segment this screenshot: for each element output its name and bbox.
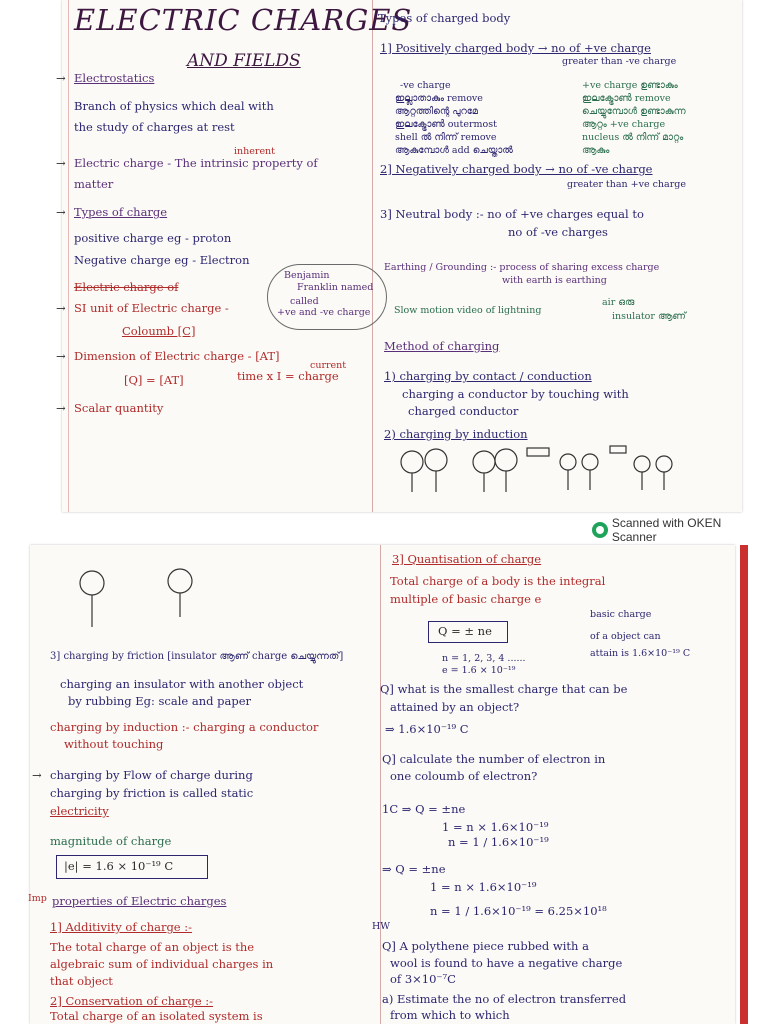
types-of-charge-heading: Types of charge [74,205,168,219]
answer-1: ⇒ 1.6×10⁻¹⁹ C [385,722,469,736]
ml-right-3: ആറ്റം +ve charge [582,119,666,130]
question-3-line1: Q] A polythene piece rubbed with a [382,939,589,953]
ml-left-3: ഇലക്ട്രോൺ outermost [395,119,497,130]
slow-motion-note: Slow motion video of lightning [394,305,542,316]
cloud-text-2: Franklin named [297,282,374,293]
si-unit-line: SI unit of Electric charge - [74,301,229,315]
ml-right-1: ഇലക്ട്രോൺ remove [582,93,671,104]
scanner-watermark [592,516,768,544]
question-2-line1: Q] calculate the number of electron in [382,752,606,766]
calc-2: 1 = n × 1.6×10⁻¹⁹ [442,820,549,834]
air-insulator-1: air ഒരു [602,297,635,308]
electrostatics-def-line2: the study of charges at rest [74,120,235,134]
ml-right-2: ചെയ്യുമ്പോൾ ഉണ്ടാകുന്ന [582,106,686,117]
notebook-page-2 [30,545,735,1024]
earthing-line1: Earthing / Grounding :- process of sharing excess charge [384,262,660,273]
positive-charge-line: positive charge eg - proton [74,231,232,245]
pos-charge-label: +ve charge ഉണ്ടാകും [582,80,678,91]
inherent-note: inherent [234,146,275,157]
properties-heading: properties of Electric charges [52,894,227,908]
air-insulator-2: insulator ആണ് [612,311,686,322]
friction-line3: by rubbing Eg: scale and paper [68,694,252,708]
magnitude-formula: |e| = 1.6 × 10⁻¹⁹ C [64,859,174,873]
neutral-body-line1: 3] Neutral body :- no of +ve charges equal to [380,207,644,221]
calc-6: n = 1 / 1.6×10⁻¹⁹ = 6.25×10¹⁸ [430,904,607,918]
page-title: ELECTRIC CHARGES [74,3,413,37]
types-charged-body-heading: Types of charged body [378,11,511,25]
scanner-text: Scanned with OKEN Scanner [611,516,722,544]
dimension-line: Dimension of Electric charge - [AT] [74,349,280,363]
conservation-line2: Total charge of an isolated system is [50,1009,263,1023]
quantisation-line2: Total charge of a body is the integral [390,574,606,588]
cloud-text-1: Benjamin [284,270,330,281]
ml-left-5: ആകുമ്പോൾ add ചെയ്താൽ [395,145,513,156]
calc-5: 1 = n × 1.6×10⁻¹⁹ [430,880,537,894]
column-divider [380,545,381,1024]
conservation-heading: 2] Conservation of charge :- [50,994,214,1008]
quantisation-heading: 3] Quantisation of charge [392,552,542,566]
ml-right-5: ആകും [582,145,610,156]
arrow-icon: → [56,156,66,170]
arrow-icon: → [56,71,66,85]
coulomb-unit: Coloumb [C] [122,324,196,338]
neg-charge-label: -ve charge [400,80,451,91]
conduction-heading: 1) charging by contact / conduction [384,369,592,383]
arrow-icon: → [56,349,66,363]
arrow-icon: → [56,205,66,219]
page-edge-strip [740,545,748,1024]
homework-mark: HW [372,921,391,932]
induction-def-line2: without touching [64,737,164,751]
friction-line2: charging an insulator with another object [60,677,304,691]
positively-charged-line2: greater than -ve charge [562,56,677,67]
basic-charge-3: attain is 1.6×10⁻¹⁹ C [590,648,691,659]
earthing-line2: with earth is earthing [502,275,607,286]
q-at-formula: [Q] = [AT] [124,373,184,387]
oken-scanner-logo-icon [592,522,608,538]
n-values: n = 1, 2, 3, 4 ...... [442,653,526,664]
ml-right-4: nucleus ൽ നിന്ന് മാറ്റം [582,132,684,143]
conduction-line2: charging a conductor by touching with [402,387,629,401]
ml-left-1: ഇല്ലാതാകും remove [395,93,483,104]
ml-left-4: shell ൽ നിന്ന് remove [395,132,497,143]
negative-charge-line: Negative charge eg - Electron [74,253,250,267]
neutral-body-line2: no of -ve charges [508,225,608,239]
arrow-icon: → [56,401,66,415]
ml-left-2: ആറ്റത്തിന്റെ പുറമേ [395,106,478,117]
electrostatics-heading: Electrostatics [74,71,155,85]
negatively-charged-line2: greater than +ve charge [567,179,686,190]
additivity-line3: algebraic sum of individual charges in [50,957,274,971]
arrow-icon: → [32,768,42,782]
electric-charge-def-line1: Electric charge - The intrinsic property of [74,156,318,170]
additivity-line4: that object [50,974,113,988]
additivity-heading: 1] Additivity of charge :- [50,920,193,934]
question-1-line1: Q] what is the smallest charge that can be [380,682,628,696]
calc-4: ⇒ Q = ±ne [382,862,446,876]
conduction-line3: charged conductor [408,404,519,418]
electric-charge-def-line2: matter [74,177,114,191]
static-line2: charging by friction is called static [50,786,254,800]
quantisation-line3: multiple of basic charge e [390,592,542,606]
question-2-line2: one coloumb of electron? [390,769,538,783]
electroscope-sketch [70,565,210,635]
cloud-text-4: +ve and -ve charge [277,307,371,318]
static-line3: electricity [50,804,109,818]
calc-1: 1C ⇒ Q = ±ne [382,802,466,816]
calc-3: n = 1 / 1.6×10⁻¹⁹ [448,835,549,849]
arrow-icon: → [56,301,66,315]
question-3-line3: of 3×10⁻⁷C [390,972,456,986]
method-of-charging-heading: Method of charging [384,339,500,353]
basic-charge-2: of a object can [590,631,661,642]
current-note: current [310,360,347,371]
page-subtitle: AND FIELDS [187,51,301,71]
struck-text: Electric charge of [74,280,179,294]
question-1-line2: attained by an object? [390,700,520,714]
additivity-line2: The total charge of an object is the [50,940,255,954]
q-ne-formula: Q = ± ne [438,624,492,638]
induction-diagram [392,440,732,500]
negatively-charged-line1: 2] Negatively charged body → no of -ve charge [380,162,653,176]
friction-heading: 3] charging by friction [insulator ആണ് charge ചെയ്യുന്നത്] [50,651,344,662]
electrostatics-def-line1: Branch of physics which deal with [74,99,274,113]
margin-line [68,0,69,512]
scalar-quantity: Scalar quantity [74,401,164,415]
imp-mark: Imp [28,893,47,904]
e-value: e = 1.6 × 10⁻¹⁹ [442,665,516,676]
positively-charged-line1: 1] Positively charged body → no of +ve charge [380,41,651,55]
notebook-page-1 [56,0,742,512]
question-3a-line2: from which to which [390,1008,510,1022]
column-divider [372,0,373,512]
induction-def-line1: charging by induction :- charging a conductor [50,720,319,734]
cloud-text-3: called [290,296,319,307]
magnitude-heading: magnitude of charge [50,834,172,848]
basic-charge-1: basic charge [590,609,652,620]
time-current-formula: time x I = charge [237,369,339,383]
question-3-line2: wool is found to have a negative charge [390,956,623,970]
static-line1: charging by Flow of charge during [50,768,253,782]
induction-heading: 2) charging by induction [384,427,528,441]
question-3a-line1: a) Estimate the no of electron transferred [382,992,627,1006]
